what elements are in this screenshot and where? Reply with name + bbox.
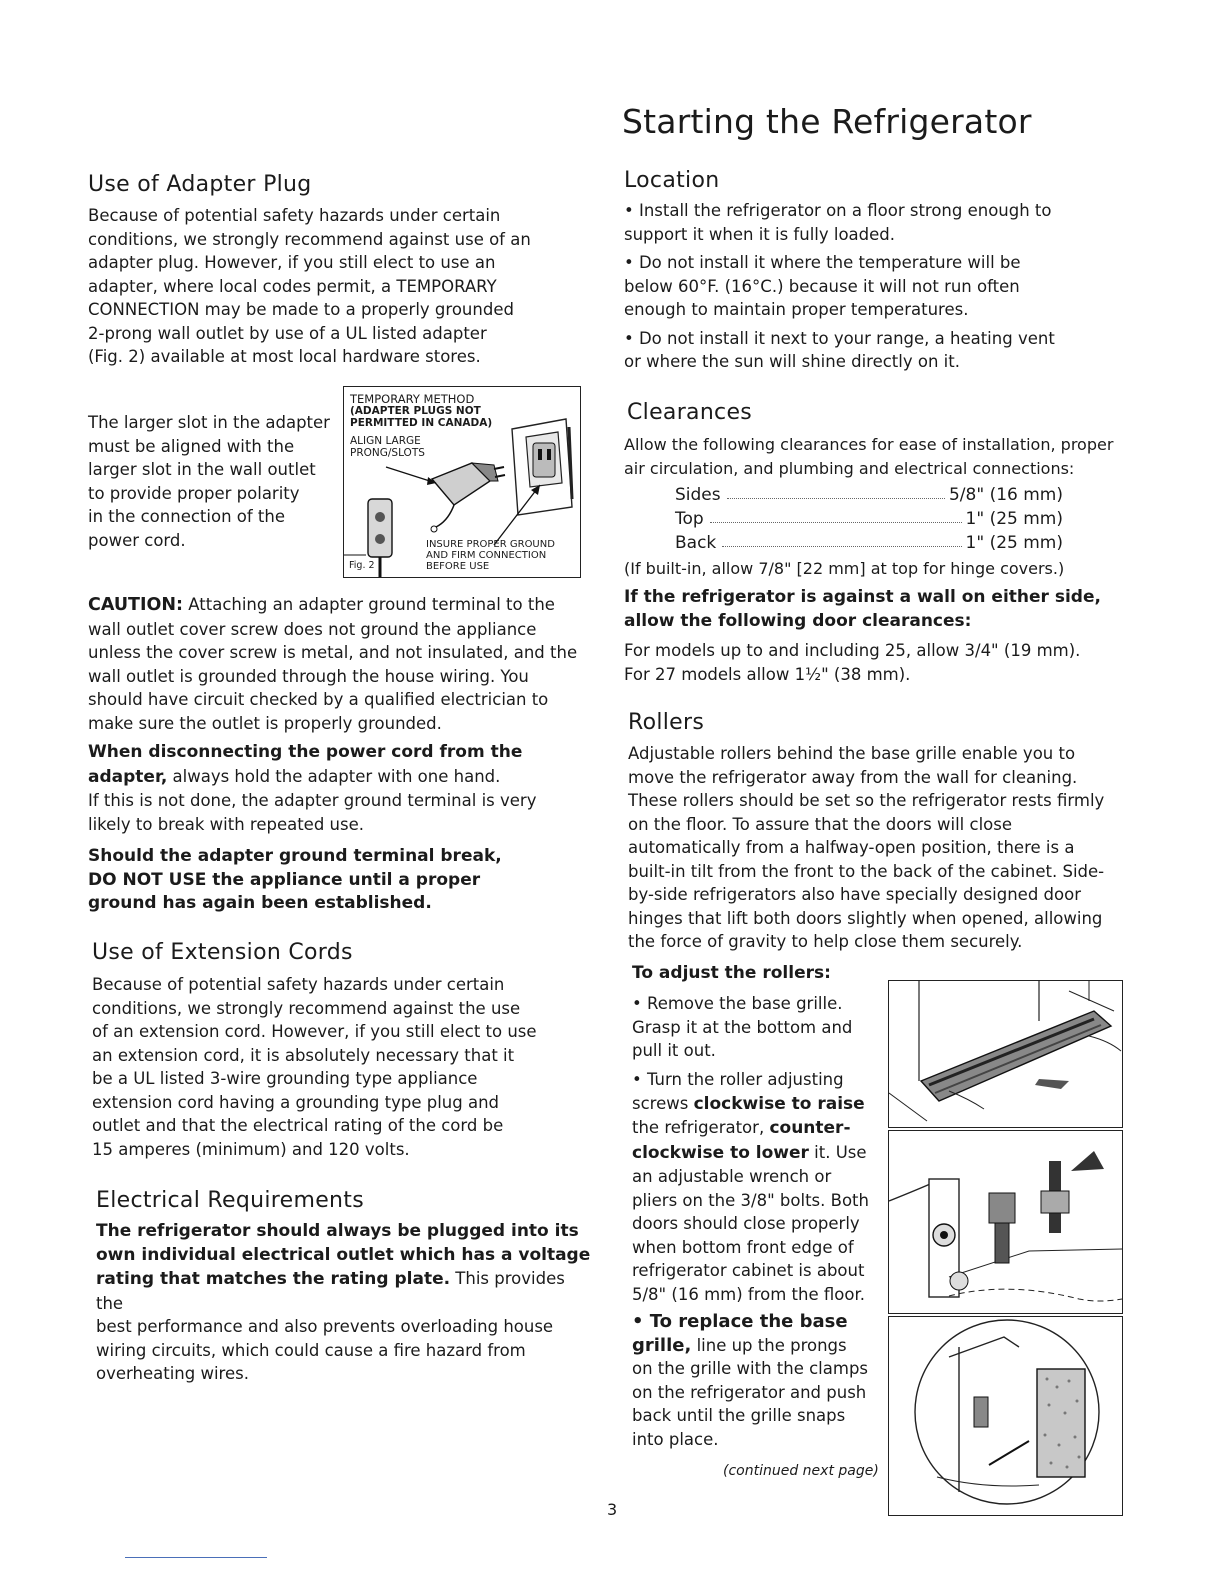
text-line: AND FIRM CONNECTION: [426, 550, 547, 561]
clearance-row-back: [675, 533, 1063, 553]
location-paragraph: [624, 199, 1124, 374]
clearance-label: Back: [675, 533, 717, 553]
text-line: automatically from a halfway-open position, there is a: [628, 838, 1075, 857]
text-line: [632, 1116, 887, 1141]
text-line: ground has again been established.: [88, 893, 432, 913]
text-line: by-side refrigerators also have specially designed door: [628, 885, 1081, 904]
grille-replacement-illustration: [889, 1317, 1122, 1515]
text-line: larger slot in the wall outlet: [88, 460, 316, 479]
clearances-heading: Clearances: [627, 400, 753, 425]
text-line: wiring circuits, which could cause a fire hazard from: [96, 1340, 526, 1360]
figure-label-insure: [426, 539, 555, 572]
text-line: pliers on the 3/8" bolts. Both: [632, 1190, 869, 1210]
text-line: For models up to and including 25, allow 3/4" (19 mm).: [624, 641, 1081, 660]
text-line: • Remove the base grille.: [632, 994, 843, 1013]
adapter-heading: Use of Adapter Plug: [88, 172, 312, 197]
clearance-row-top: [675, 509, 1063, 529]
location-heading: Location: [624, 168, 720, 193]
extension-heading: Use of Extension Cords: [92, 940, 353, 965]
page-title: Starting the Refrigerator: [622, 102, 1032, 141]
text-line: extension cord having a grounding type plug and: [92, 1092, 500, 1112]
text-line: Because of potential safety hazards under certain: [92, 975, 505, 994]
adapter-paragraph: [88, 204, 588, 369]
caution-paragraph: [88, 593, 598, 735]
text-line: outlet and that the electrical rating of the cord be: [92, 1116, 504, 1135]
text-line: air circulation, and plumbing and electrical connections:: [624, 458, 1075, 478]
text-line: Allow the following clearances for ease of installation, proper: [624, 435, 1114, 454]
text-span: rating that matches the rating plate.: [96, 1269, 451, 1289]
clearance-value: 1" (25 mm): [965, 509, 1063, 529]
text-line: on the refrigerator and push: [632, 1382, 867, 1402]
text-span: line up the prongs: [691, 1335, 847, 1355]
text-line: • To replace the base: [632, 1311, 848, 1332]
text-line: [88, 765, 598, 790]
text-line: of an extension cord. However, if you still elect to use: [92, 1022, 537, 1041]
text-line: support it when it is fully loaded.: [624, 224, 896, 244]
text-line: enough to maintain proper temperatures.: [624, 300, 969, 319]
text-line: If this is not done, the adapter ground terminal is very: [88, 791, 537, 810]
rollers-paragraph: [628, 742, 1128, 954]
text-line: wall outlet cover screw does not ground the appliance: [88, 619, 537, 639]
text-span: Attaching an adapter ground terminal to the: [183, 595, 555, 614]
remove-grille-step: [632, 992, 887, 1063]
text-line: If the refrigerator is against a wall on either side,: [624, 587, 1101, 607]
text-span: adapter,: [88, 766, 168, 787]
text-line: or where the sun will shine directly on it.: [624, 352, 960, 371]
text-line: INSURE PROPER GROUND: [426, 539, 555, 550]
text-line: make sure the outlet is properly grounded.: [88, 713, 442, 733]
text-span: the refrigerator,: [632, 1118, 770, 1137]
roller-screw-figure: [888, 1130, 1123, 1314]
text-line: refrigerator cabinet is about: [632, 1261, 865, 1280]
text-span: it. Use: [808, 1142, 867, 1162]
text-line: adapter plug. However, if you still elect to use an: [88, 253, 496, 272]
replace-grille-step: [632, 1310, 887, 1451]
text-span: always hold the adapter with one hand.: [167, 766, 501, 786]
text-span: counter-: [769, 1118, 851, 1138]
text-line: When disconnecting the power cord from the: [88, 742, 523, 762]
text-span: This provides the: [96, 1269, 565, 1313]
text-line: CONNECTION may be made to a properly grounded: [88, 300, 514, 319]
text-span: clockwise to raise: [693, 1093, 865, 1114]
text-line: own individual electrical outlet which has a voltage: [96, 1244, 591, 1265]
slot-paragraph: [88, 411, 338, 552]
electrical-paragraph: [96, 1220, 596, 1386]
text-line: 5/8" (16 mm) from the floor.: [632, 1284, 865, 1304]
text-line: must be aligned with the: [88, 436, 295, 456]
text-line: TEMPORARY METHOD: [350, 392, 475, 406]
clearance-value: 1" (25 mm): [965, 533, 1063, 553]
text-line: the force of gravity to help close them securely.: [628, 932, 1023, 951]
text-line: The refrigerator should always be plugged into its: [96, 1221, 579, 1241]
text-line: For 27 models allow 1½" (38 mm).: [624, 664, 911, 684]
text-line: [88, 593, 598, 618]
warning-paragraph: [88, 845, 598, 916]
text-line: best performance and also prevents overloading house: [96, 1317, 554, 1336]
text-line: into place.: [632, 1429, 719, 1449]
electrical-heading: Electrical Requirements: [96, 1188, 364, 1213]
text-line: back until the grille snaps: [632, 1406, 846, 1425]
text-line: below 60°F. (16°C.) because it will not run often: [624, 276, 1020, 296]
caution-label: CAUTION:: [88, 595, 184, 615]
grille-removal-illustration: [889, 981, 1122, 1127]
builtin-note: (If built-in, allow 7/8" [22 mm] at top for hinge covers.): [624, 559, 1065, 578]
clearance-label: Sides: [675, 485, 721, 505]
clearance-row-sides: [675, 485, 1063, 505]
text-line: Adjustable rollers behind the base grille enable you to: [628, 744, 1076, 763]
text-line: likely to break with repeated use.: [88, 814, 364, 834]
text-line: when bottom front edge of: [632, 1237, 854, 1257]
text-line: • Do not install it where the temperature will be: [624, 253, 1021, 272]
text-line: allow the following door clearances:: [624, 610, 972, 631]
text-line: Grasp it at the bottom and: [632, 1017, 853, 1037]
text-line: built-in tilt from the front to the back of the cabinet. Side-: [628, 861, 1105, 881]
remove-grille-figure: [888, 980, 1123, 1128]
text-line: (Fig. 2) available at most local hardware stores.: [88, 347, 481, 366]
figure-number: Fig. 2: [349, 560, 375, 571]
extension-paragraph: [92, 973, 592, 1161]
text-line: 15 amperes (minimum) and 120 volts.: [92, 1139, 410, 1159]
text-line: Should the adapter ground terminal break,: [88, 846, 502, 866]
adapter-figure: [343, 386, 581, 578]
text-line: DO NOT USE the appliance until a proper: [88, 869, 481, 890]
clearance-label: Top: [675, 509, 704, 529]
text-line: hinges that lift both doors slightly when opened, allowing: [628, 908, 1103, 928]
text-line: BEFORE USE: [426, 561, 490, 572]
text-line: overheating wires.: [96, 1364, 249, 1383]
page-number: 3: [607, 1500, 618, 1519]
text-line: adapter, where local codes permit, a TEMPORARY: [88, 276, 497, 296]
text-line: The larger slot in the adapter: [88, 413, 330, 432]
text-line: an adjustable wrench or: [632, 1167, 832, 1186]
text-line: PRONG/SLOTS: [350, 447, 425, 459]
figure-label-align: [350, 435, 425, 459]
disconnect-paragraph: [88, 741, 598, 836]
replace-grille-figure: [888, 1316, 1123, 1516]
clearances-intro: [624, 433, 1124, 480]
text-line: ALIGN LARGE: [350, 435, 421, 447]
text-span: clockwise to lower: [632, 1142, 809, 1163]
roller-adjustment-illustration: [889, 1131, 1122, 1313]
text-span: grille,: [632, 1334, 692, 1356]
text-line: to provide proper polarity: [88, 483, 300, 503]
text-line: conditions, we strongly recommend against use of an: [88, 229, 531, 249]
door-clearances: [624, 586, 1124, 686]
text-line: be a UL listed 3-wire grounding type appliance: [92, 1069, 478, 1088]
text-line: an extension cord, it is absolutely necessary that it: [92, 1045, 515, 1065]
text-line: [632, 1141, 887, 1166]
adjust-heading: To adjust the rollers:: [632, 963, 831, 983]
text-line: (ADAPTER PLUGS NOT: [350, 405, 481, 417]
text-line: on the floor. To assure that the doors will close: [628, 814, 1013, 834]
text-line: 2-prong wall outlet by use of a UL listed adapter: [88, 323, 487, 343]
text-line: doors should close properly: [632, 1214, 860, 1233]
text-line: wall outlet is grounded through the house wiring. You: [88, 666, 529, 686]
text-line: [632, 1092, 887, 1117]
text-line: These rollers should be set so the refrigerator rests firmly: [628, 791, 1105, 810]
text-span: screws: [632, 1093, 694, 1113]
text-line: in the connection of the: [88, 507, 285, 526]
turn-screws-step: [632, 1068, 887, 1306]
rollers-heading: Rollers: [628, 710, 705, 735]
footer-rule: [125, 1557, 267, 1558]
text-line: conditions, we strongly recommend against the use: [92, 998, 521, 1018]
figure-label-method: [350, 393, 492, 429]
text-line: pull it out.: [632, 1041, 716, 1060]
clearance-value: 5/8" (16 mm): [948, 485, 1063, 505]
text-line: [632, 1334, 887, 1358]
text-line: • Turn the roller adjusting: [632, 1070, 844, 1089]
text-line: Because of potential safety hazards under certain: [88, 206, 501, 225]
text-line: • Do not install it next to your range, a heating vent: [624, 328, 1055, 348]
text-line: power cord.: [88, 530, 186, 550]
text-line: on the grille with the clamps: [632, 1359, 869, 1378]
continued-note: (continued next page): [723, 1463, 879, 1479]
text-line: • Install the refrigerator on a floor strong enough to: [624, 201, 1052, 220]
text-line: PERMITTED IN CANADA): [350, 417, 493, 429]
text-line: unless the cover screw is metal, and not insulated, and the: [88, 643, 578, 662]
text-line: [96, 1267, 596, 1315]
text-line: should have circuit checked by a qualified electrician to: [88, 690, 549, 709]
text-line: move the refrigerator away from the wall for cleaning.: [628, 767, 1078, 787]
